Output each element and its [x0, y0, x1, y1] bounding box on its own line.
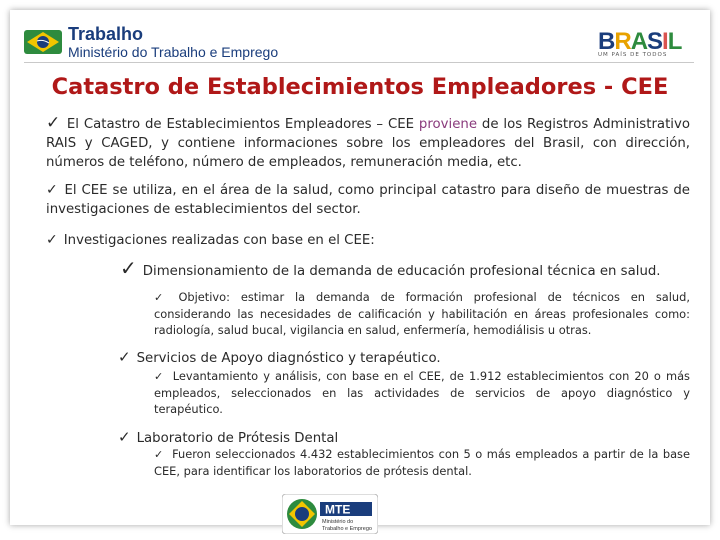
header-divider: [24, 62, 694, 63]
checkmark-icon: ✓: [118, 348, 131, 366]
checkmark-icon: ✓: [46, 182, 59, 198]
checkmark-icon: ✓: [46, 232, 58, 248]
subbullet-text: Servicios de Apoyo diagnóstico y terapéutico.: [136, 351, 441, 366]
bullet-text: El Catastro de Establecimientos Empleadores – CEE: [66, 117, 419, 132]
checkmark-icon: ✓: [154, 291, 171, 304]
subbullet-text: Dimensionamiento de la demanda de educación profesional técnica en salud.: [142, 264, 661, 279]
detail-objetivo: [154, 289, 690, 338]
subbullet-dimensionamiento: [120, 256, 661, 280]
detail-levantamiento: [154, 368, 690, 417]
detail-text: Levantamiento y análisis, con base en el CEE, de 1.912 establecimientos con 20 o más empleados, seleccionados en las actividades de servicios de apoyo diagnóstico y terapéutico.: [154, 369, 690, 416]
subbullet-apoyo-diagnostico: [118, 348, 441, 366]
bullet-text: Investigaciones realizadas con base en el CEE:: [63, 233, 375, 248]
header-title: Trabalho: [68, 24, 144, 44]
checkmark-icon: ✓: [154, 448, 165, 461]
bullet-uso-salud: [46, 181, 690, 219]
page-title: Catastro de Establecimientos Empleadores - CEE: [51, 74, 669, 100]
detail-fueron: [154, 446, 690, 479]
checkmark-icon: ✓: [120, 256, 137, 280]
detail-text: Objetivo: estimar la demanda de formación profesional de técnicos en salud, considerando las necesidades de calificación y habilitación en áreas profesionales como: radiología, salud bucal, vigilancia en salud, enfermería, hemodiálisis u otras.: [154, 290, 690, 337]
mte-logo: [282, 494, 378, 534]
mte-logo-graphic: [282, 494, 378, 534]
bullet-text: de los Registros Administrativo RAIS y CAGED, y contiene informaciones sobre los empleadores del Brasil, con dirección, números de teléfono, número de empleados, remuneración media, etc.: [46, 117, 690, 170]
brasil-logo: [598, 28, 698, 60]
bullet-text: El CEE se utiliza, en el área de la salud, como principal catastro para diseño de muestras de investigaciones de establecimientos del sector.: [46, 183, 690, 217]
subbullet-laboratorio: [118, 428, 338, 446]
slide: [10, 10, 710, 525]
checkmark-icon: ✓: [46, 113, 61, 133]
highlighted-word: proviene: [418, 117, 478, 132]
brasil-logo-tagline: UM PAÍS DE TODOS: [598, 52, 668, 58]
brazil-flag-icon: [24, 28, 62, 56]
bullet-investigaciones: [46, 231, 690, 250]
subbullet-text: Laboratorio de Prótesis Dental: [136, 431, 339, 446]
checkmark-icon: ✓: [118, 428, 131, 446]
mte-logo-line1: Ministério do: [322, 519, 354, 525]
mte-logo-line2: Trabalho e Emprego: [322, 526, 372, 532]
header-subtitle: Ministério do Trabalho e Emprego: [68, 44, 279, 60]
bullet-catastro-origen: [46, 114, 690, 172]
checkmark-icon: ✓: [154, 370, 165, 383]
mte-logo-word: MTE: [325, 502, 351, 517]
detail-text: Fueron seleccionados 4.432 establecimientos con 5 o más empleados a partir de la base CEE, para identificar los laboratorios de prótesis dental.: [154, 447, 690, 478]
brasil-logo-word: BRASIL: [598, 28, 682, 55]
header: [10, 10, 710, 68]
